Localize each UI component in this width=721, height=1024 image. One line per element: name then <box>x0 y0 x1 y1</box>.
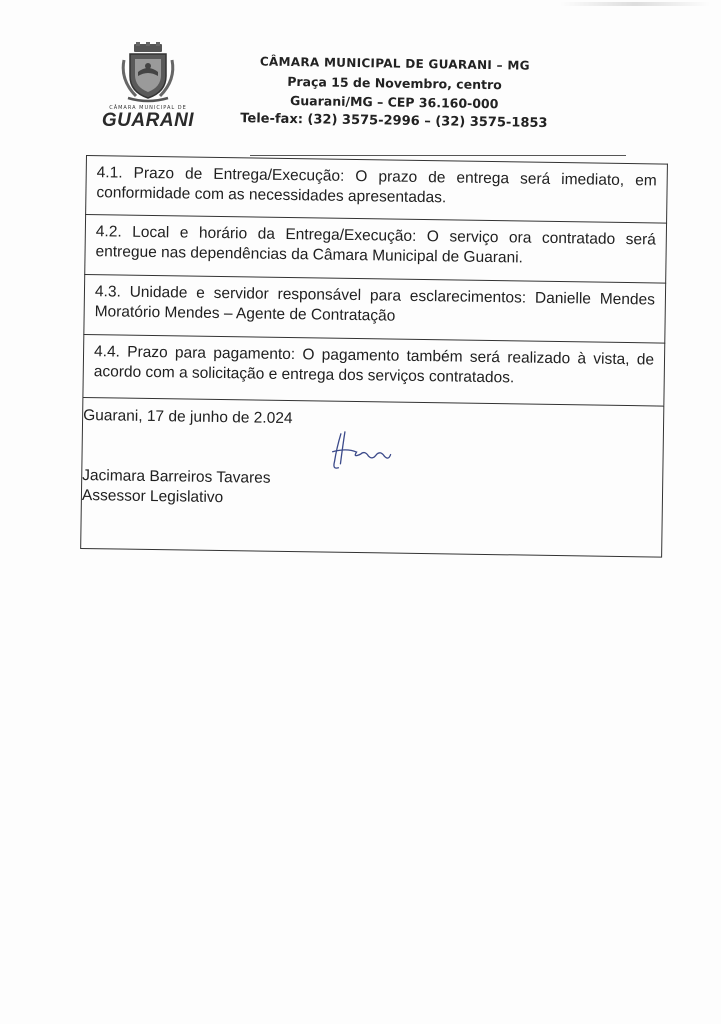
term-item-4-1: 4.1. Prazo de Entrega/Execução: O prazo de entrega será imediato, em conformidade com as necessidades apresentadas. <box>85 155 668 223</box>
terms-table <box>80 155 672 558</box>
letterhead <box>0 0 721 160</box>
signer-role: Assessor Legislativo <box>81 486 224 507</box>
address-line: Praça 15 de Novembro, centro <box>287 73 502 93</box>
signer-name: Jacimara Barreiros Tavares <box>82 466 271 487</box>
logo-caption: CÂMARA MUNICIPAL DE <box>109 105 187 111</box>
city-line: Guarani/MG – CEP 36.160-000 <box>289 92 499 112</box>
date-line: Guarani, 17 de junho de 2.024 <box>83 406 293 428</box>
header-divider <box>250 155 626 156</box>
logo-name: GUARANI <box>101 110 195 131</box>
handwritten-signature <box>326 430 397 473</box>
term-item-4-4: 4.4. Prazo para pagamento: O pagamento também será realizado à vista, de acordo com a solicitação e entrega dos serviços contratados. <box>82 334 665 406</box>
phone-line: Tele-fax: (32) 3575-2996 – (32) 3575-1853 <box>240 111 548 131</box>
logo <box>100 42 196 132</box>
signature-cell <box>80 397 664 558</box>
term-item-4-2: 4.2. Local e horário da Entrega/Execução: O serviço ora contratado será entregue nas dependências da Câmara Municipal de Guarani. <box>84 214 667 283</box>
coat-of-arms-icon <box>118 42 178 104</box>
org-contact-block <box>229 52 560 133</box>
term-item-4-3: 4.3. Unidade e servidor responsável para esclarecimentos: Danielle Mendes Moratório Mendes – Agente de Contratação <box>83 274 666 343</box>
org-name: CÂMARA MUNICIPAL DE GUARANI – MG <box>259 54 530 73</box>
